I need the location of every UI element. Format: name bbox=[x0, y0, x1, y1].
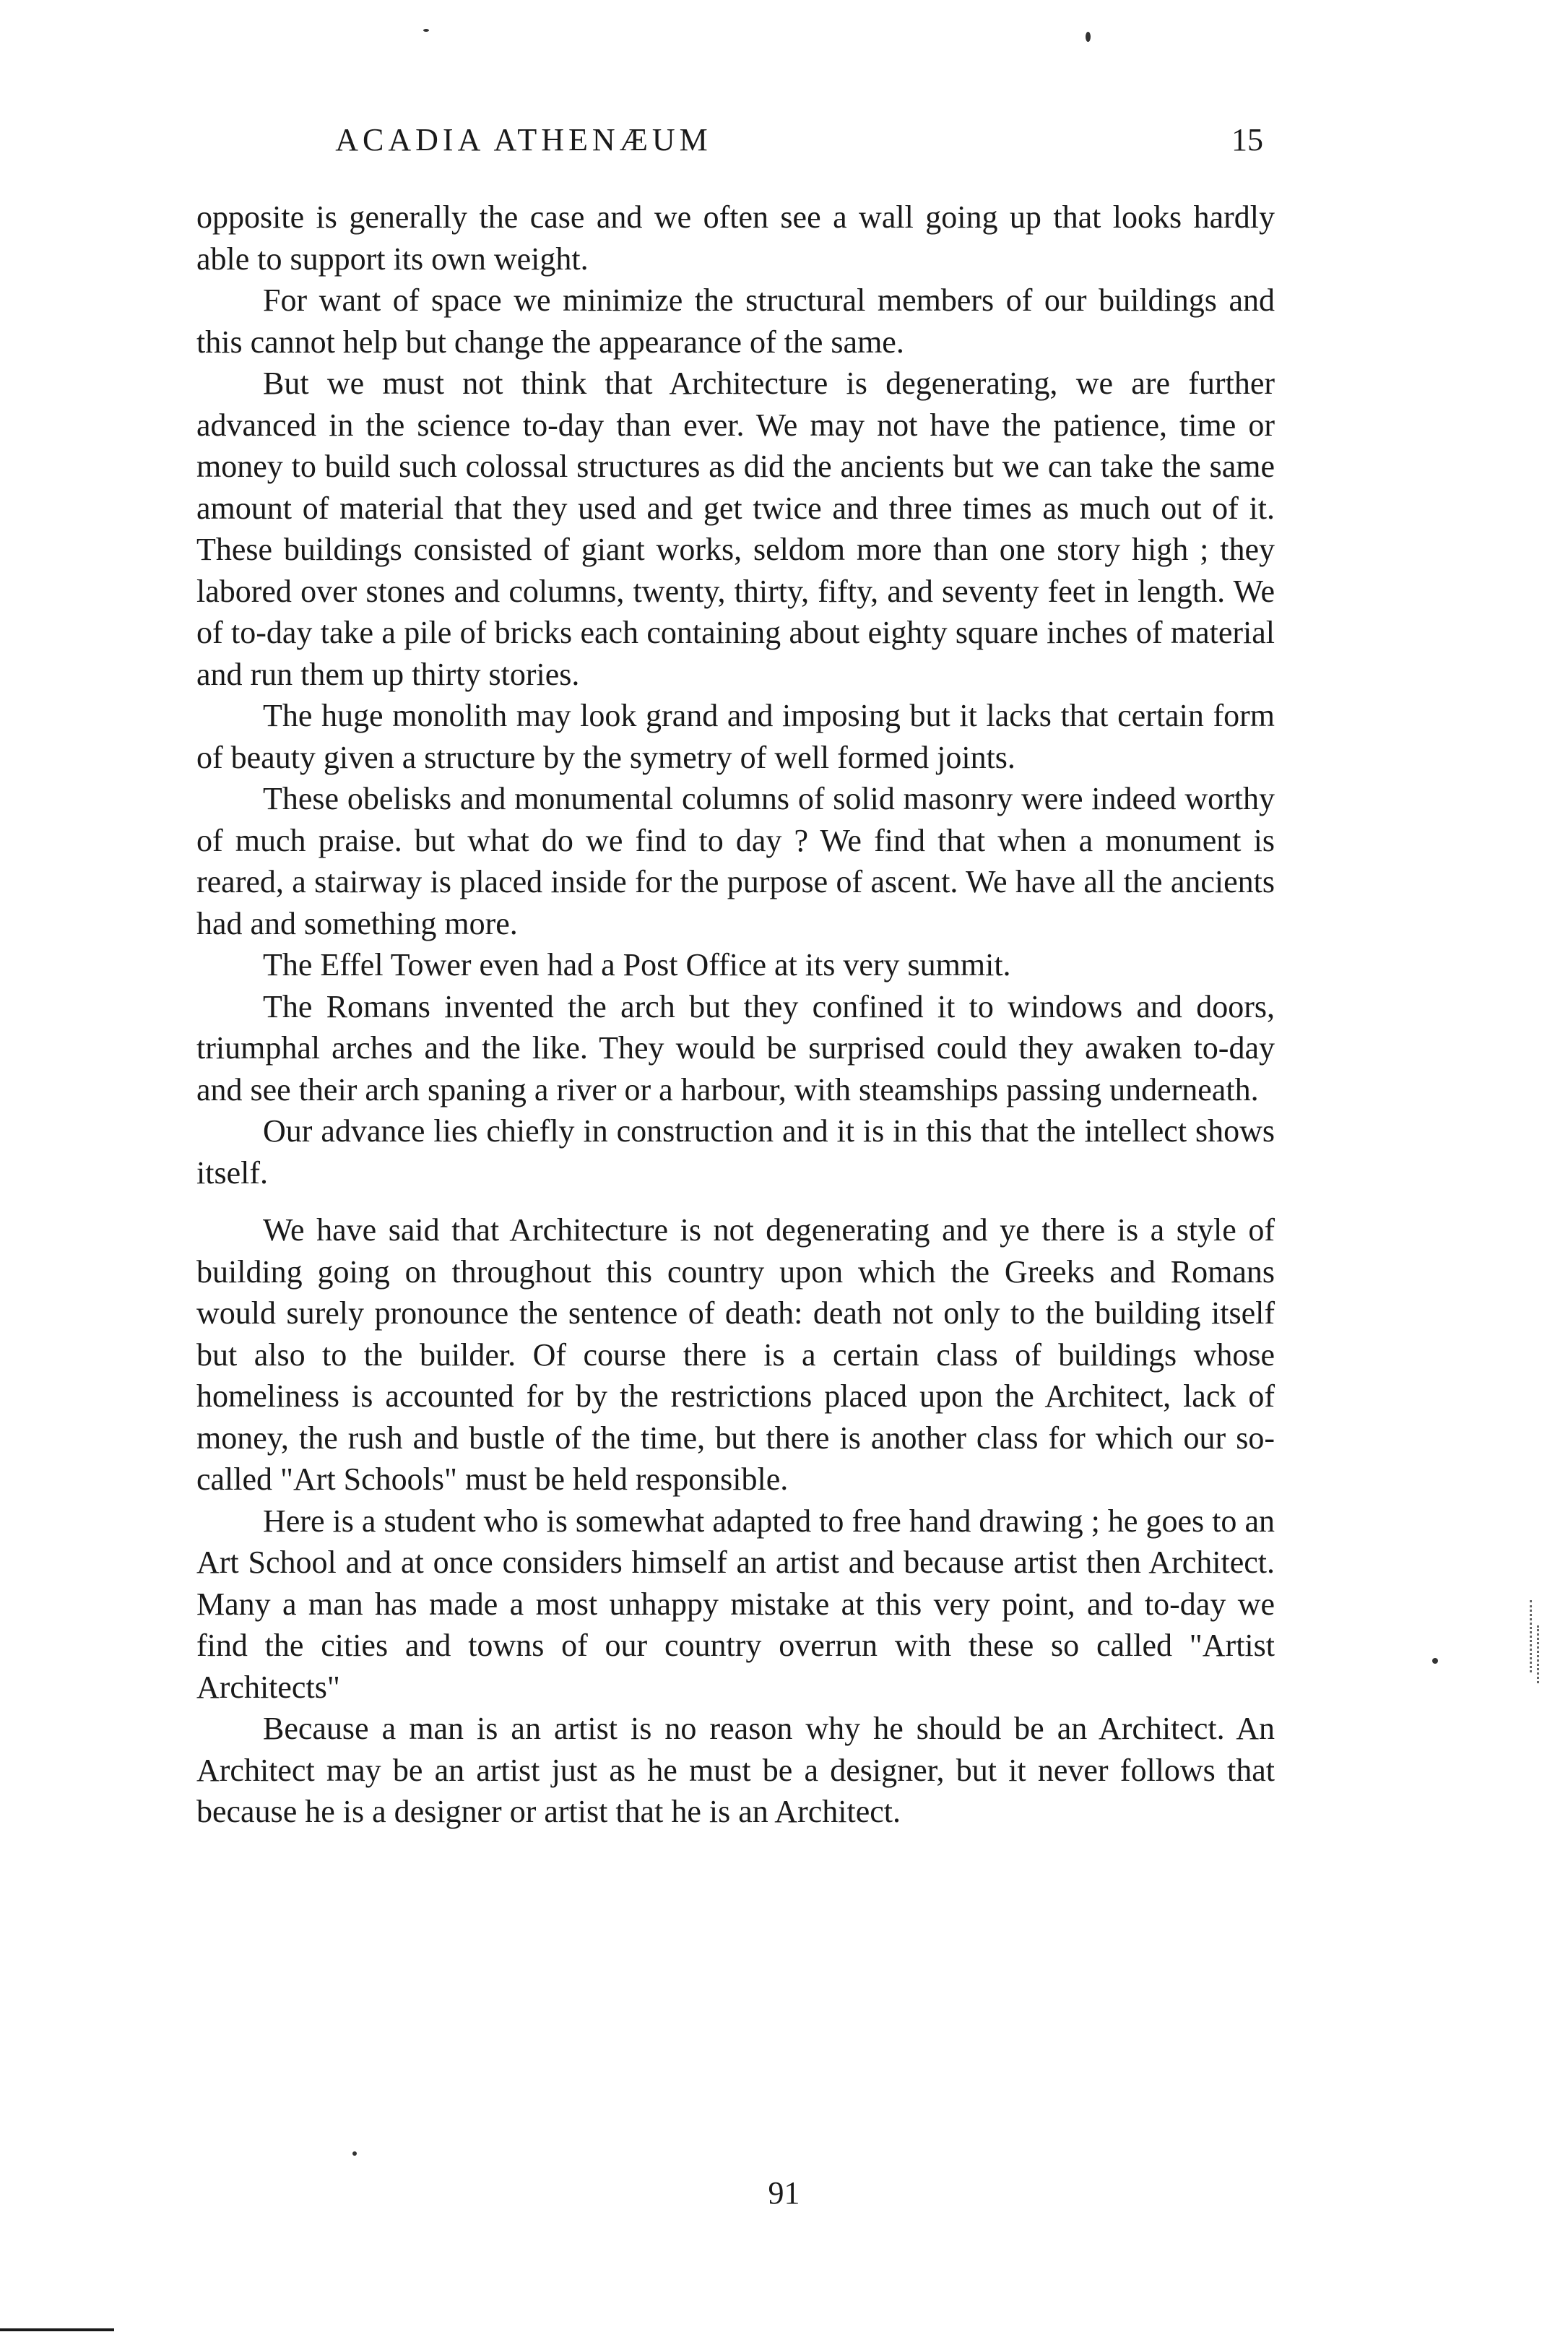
paragraph: The huge monolith may look grand and imposing but it lacks that certain form of beauty given a structure by the symetry of well formed joints. bbox=[196, 698, 1275, 775]
paragraph: The Effel Tower even had a Post Office at its very summit. bbox=[263, 947, 1011, 983]
scan-edge-dots bbox=[1530, 1600, 1534, 1672]
scan-edge-dots bbox=[1537, 1625, 1541, 1683]
signature-mark: 91 bbox=[768, 2175, 800, 2211]
paragraph: Our advance lies chiefly in construction and it is in this that the intellect shows itself. bbox=[196, 1113, 1275, 1191]
scan-speck bbox=[1432, 1658, 1438, 1664]
paragraph: The Romans invented the arch but they confined it to windows and doors, triumphal arches and the like. They would be surprised could they awaken to-day and see their arch spaning a river or a harbour, with steamships passing underneath. bbox=[196, 988, 1275, 1107]
page-number: 15 bbox=[1231, 122, 1263, 157]
scan-edge-rule bbox=[0, 2328, 114, 2331]
paragraph: But we must not think that Architecture is degenerating, we are further advanced in the science to-day than ever. We may not have the patience, time or money to build such colossal structures as did the ancients but we can take the same amount of material that they used and get twice and three times as much out of it. These buildings consisted of giant works, seldom more than one story high ; they labored over stones and columns, twenty, thirty, fifty, and seventy feet in length. We of to-day take a pile of bricks each containing about eighty square inches of material and run them up thirty stories. bbox=[196, 366, 1275, 692]
paragraph: Here is a student who is somewhat adapted to free hand drawing ; he goes to an Art School and at once considers himself an artist and because artist then Architect. Many a man has made a most unhappy mistake at this very point, and to-day we find the cities and towns of our country overrun with these so called "Artist Architects" bbox=[196, 1503, 1275, 1705]
scan-speck bbox=[352, 2151, 357, 2156]
paragraph: We have said that Architecture is not degenerating and ye there is a style of building going on throughout this country upon which the Greeks and Romans would surely pronounce the sentence of death: death not only to the building itself but also to the builder. Of course there is a certain class of buildings whose homeliness is accounted for by the restrictions placed upon the Architect, lack of money, the rush and bustle of the time, but there is another class for which our so-called "Art Schools" must be held responsible. bbox=[196, 1212, 1275, 1497]
paragraph: opposite is generally the case and we often see a wall going up that looks hardly able to support its own weight. bbox=[196, 199, 1275, 277]
scan-speck bbox=[423, 29, 429, 32]
scan-speck bbox=[1086, 32, 1091, 42]
paragraph: Because a man is an artist is no reason why he should be an Architect. An Architect may be an artist just as he must be a designer, but it never follows that because he is a designer or artist that he is an Architect. bbox=[196, 1711, 1275, 1829]
running-title: ACADIA ATHENÆUM bbox=[335, 122, 712, 157]
paragraph: For want of space we minimize the structural members of our buildings and this cannot help but change the appearance of the same. bbox=[196, 282, 1275, 360]
paragraph: These obelisks and monumental columns of solid masonry were indeed worthy of much praise. but what do we find to day ? We find that when a monument is reared, a stairway is placed inside for the purpose of ascent. We have all the ancients had and something more. bbox=[196, 781, 1275, 941]
body-text bbox=[196, 197, 1275, 1833]
